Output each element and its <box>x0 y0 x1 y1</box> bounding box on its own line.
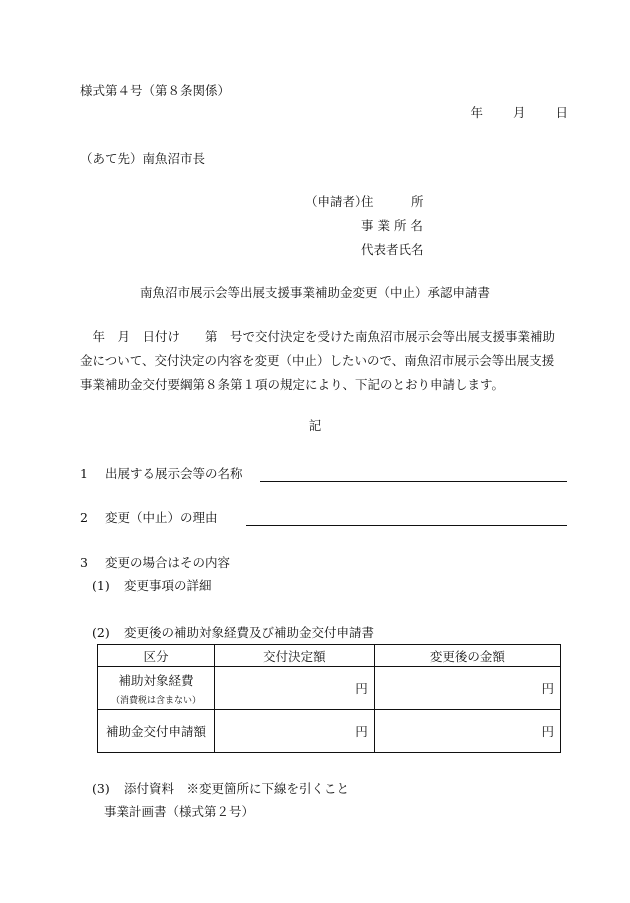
item-label: 変更の場合はその内容 <box>105 555 231 570</box>
body-line: 年 月 日付け 第 号で交付決定を受けた南魚沼市展示会等出展支援事業補助 <box>80 329 556 344</box>
table-header: 区分 <box>98 645 215 667</box>
item-number: 1 <box>80 466 88 481</box>
exhibition-name-fill-line[interactable] <box>260 481 567 482</box>
sub-item-label: 変更後の補助対象経費及び補助金交付申請書 <box>124 625 375 640</box>
attachment-document: 事業計画書（様式第２号） <box>104 804 255 819</box>
date-line <box>444 107 568 120</box>
table-cell-category <box>98 667 215 710</box>
table-row <box>98 710 561 753</box>
item-change-reason <box>80 512 218 525</box>
sub-item-number: (1) <box>92 578 110 593</box>
decided-amount-cell[interactable]: 円 <box>215 667 375 710</box>
table-cell-category <box>98 710 215 753</box>
changed-amount-cell[interactable]: 円 <box>374 667 560 710</box>
body-paragraph <box>80 325 580 397</box>
applicant-representative-label: 代表者氏名 <box>361 242 424 257</box>
decided-amount-cell[interactable]: 円 <box>215 710 375 753</box>
sub-item-cost-table <box>92 627 374 640</box>
category-label: 補助金交付申請額 <box>105 724 206 739</box>
change-reason-fill-line[interactable] <box>246 525 567 526</box>
item-number: 2 <box>80 510 88 525</box>
sub-item-change-details <box>92 580 212 593</box>
item-label: 変更（中止）の理由 <box>105 510 218 525</box>
category-label: 補助対象経費 <box>118 672 194 688</box>
item-exhibition-name <box>80 468 243 481</box>
applicant-block <box>305 196 423 268</box>
body-line: 金について、交付決定の内容を変更（中止）したいので、南魚沼市展示会等出展支援 <box>80 353 555 368</box>
table-header: 変更後の金額 <box>374 645 560 667</box>
sub-item-number: (3) <box>92 781 110 796</box>
sub-item-label: 変更事項の詳細 <box>124 578 212 593</box>
table-header: 交付決定額 <box>215 645 375 667</box>
date-year: 年 <box>470 105 483 120</box>
applicant-prefix: （申請者） <box>305 194 368 209</box>
body-line: 事業補助金交付要綱第８条第１項の規定により、下記のとおり申請します。 <box>80 377 505 392</box>
addressee: （あて先）南魚沼市長 <box>80 151 206 166</box>
item-label: 出展する展示会等の名称 <box>105 466 243 481</box>
date-month: 月 <box>512 105 526 120</box>
category-note: （消費税は含まない） <box>110 695 201 706</box>
sub-item-attachments <box>92 783 349 796</box>
sub-item-label: 添付資料 ※変更箇所に下線を引くこと <box>124 781 350 796</box>
item-change-content <box>80 557 230 570</box>
item-number: 3 <box>80 555 88 570</box>
applicant-business-label: 事 業 所 名 <box>361 218 423 233</box>
table-row <box>98 667 561 710</box>
applicant-address-label: 住 所 <box>361 194 424 209</box>
changed-amount-cell[interactable]: 円 <box>374 710 560 753</box>
form-number: 様式第４号（第８条関係） <box>80 83 231 98</box>
document-title: 南魚沼市展示会等出展支援事業補助金変更（中止）承認申請書 <box>139 285 490 300</box>
cost-table <box>97 644 561 753</box>
sub-item-number: (2) <box>92 625 110 640</box>
ki-heading: 記 <box>308 418 322 433</box>
date-day: 日 <box>555 105 568 120</box>
